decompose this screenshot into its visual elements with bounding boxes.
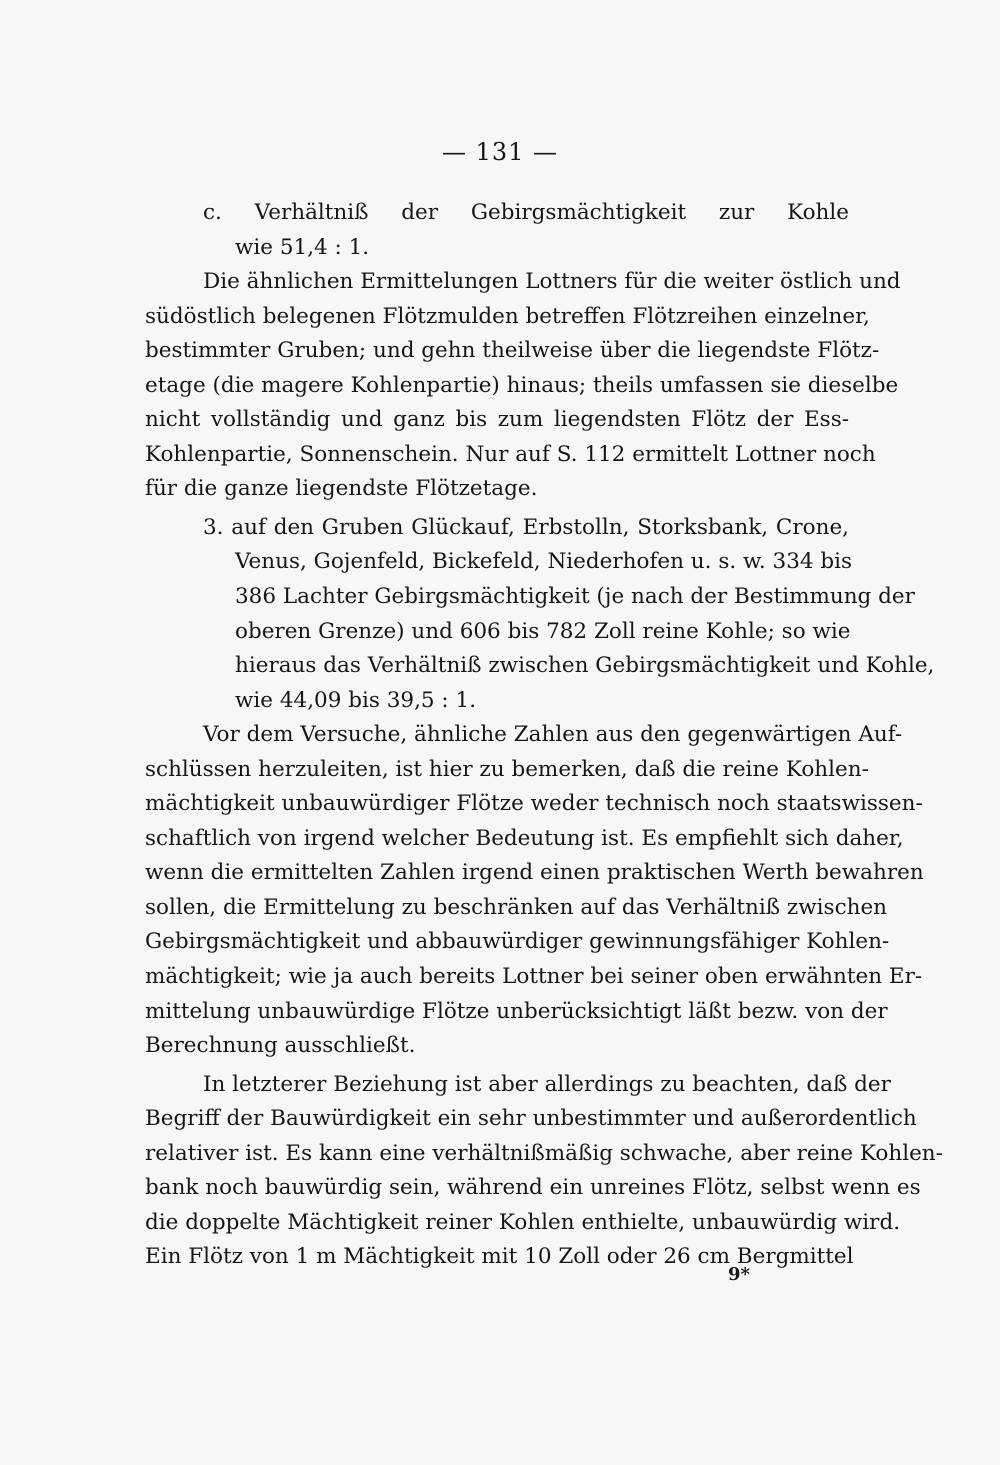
body-text <box>145 196 943 1275</box>
text-line: Die ähnlichen Ermittelungen Lottners für die weiter östlich und <box>203 269 901 295</box>
page-number: — 131 — <box>441 138 559 166</box>
text-line: In letzterer Beziehung ist aber allerdings zu beachten, daß der <box>203 1071 891 1097</box>
text-line: südöstlich belegenen Flötzmulden betreffen Flötzreihen einzelner, <box>145 303 870 329</box>
text-line: oberen Grenze) und 606 bis 782 Zoll reine Kohle; so wie <box>235 618 851 644</box>
text-line: wenn die ermittelten Zahlen irgend einen praktischen Werth bewahren <box>145 860 924 886</box>
text-line: Berechnung ausschließt. <box>145 1033 416 1059</box>
text-line: etage (die magere Kohlenpartie) hinaus; theils umfassen sie dieselbe <box>145 372 899 398</box>
text-line: mächtigkeit; wie ja auch bereits Lottner bei seiner oben erwähnten Er- <box>145 964 923 990</box>
text-line: 386 Lachter Gebirgsmächtigkeit (je nach der Bestimmung der <box>235 584 915 610</box>
text-line: mittelung unbauwürdige Flötze unberücksichtigt läßt bezw. von der <box>145 998 888 1024</box>
text-line: Begriff der Bauwürdigkeit ein sehr unbestimmter und außerordentlich <box>145 1106 917 1132</box>
text-line: Gebirgsmächtigkeit und abbauwürdiger gewinnungsfähiger Kohlen- <box>145 929 890 955</box>
text-line: Ein Flötz von 1 m Mächtigkeit mit 10 Zoll oder 26 cm Bergmittel <box>145 1244 854 1270</box>
text-line: 3. auf den Gruben Glückauf, Erbstolln, Storksbank, Crone, <box>203 514 849 540</box>
text-line: die doppelte Mächtigkeit reiner Kohlen enthielte, unbauwürdig wird. <box>145 1209 901 1235</box>
text-line: Venus, Gojenfeld, Bickefeld, Niederhofen u. s. w. 334 bis <box>235 549 853 575</box>
text-line: sollen, die Ermittelung zu beschränken auf das Verhältniß zwischen <box>145 894 888 920</box>
text-line: nicht vollständig und ganz bis zum liegendsten Flötz der Ess- <box>145 407 849 433</box>
text-line: hieraus das Verhältniß zwischen Gebirgsmächtigkeit und Kohle, <box>235 653 935 679</box>
text-line: Vor dem Versuche, ähnliche Zahlen aus den gegenwärtigen Auf- <box>203 722 903 748</box>
text-line: schlüssen herzuleiten, ist hier zu bemerken, daß die reine Kohlen- <box>145 756 869 782</box>
text-line: schaftlich von irgend welcher Bedeutung ist. Es empfiehlt sich daher, <box>145 825 904 851</box>
text-line: mächtigkeit unbauwürdiger Flötze weder technisch noch staatswissen- <box>145 791 923 817</box>
text-line: bestimmter Gruben; und gehn theilweise über die liegendste Flötz- <box>145 338 880 364</box>
text-line: bank noch bauwürdig sein, während ein unreines Flötz, selbst wenn es <box>145 1175 921 1201</box>
text-line: wie 51,4 : 1. <box>235 234 370 260</box>
text-line: Kohlenpartie, Sonnenschein. Nur auf S. 112 ermittelt Lottner noch <box>145 441 876 467</box>
text-line: c. Verhältniß der Gebirgsmächtigkeit zur Kohle <box>203 200 849 225</box>
text-line: wie 44,09 bis 39,5 : 1. <box>235 687 477 713</box>
text-line: relativer ist. Es kann eine verhältnißmäßig schwache, aber reine Kohlen- <box>145 1140 943 1166</box>
text-line: für die ganze liegendste Flötzetage. <box>145 476 538 502</box>
signature-mark: 9* <box>728 1264 750 1285</box>
